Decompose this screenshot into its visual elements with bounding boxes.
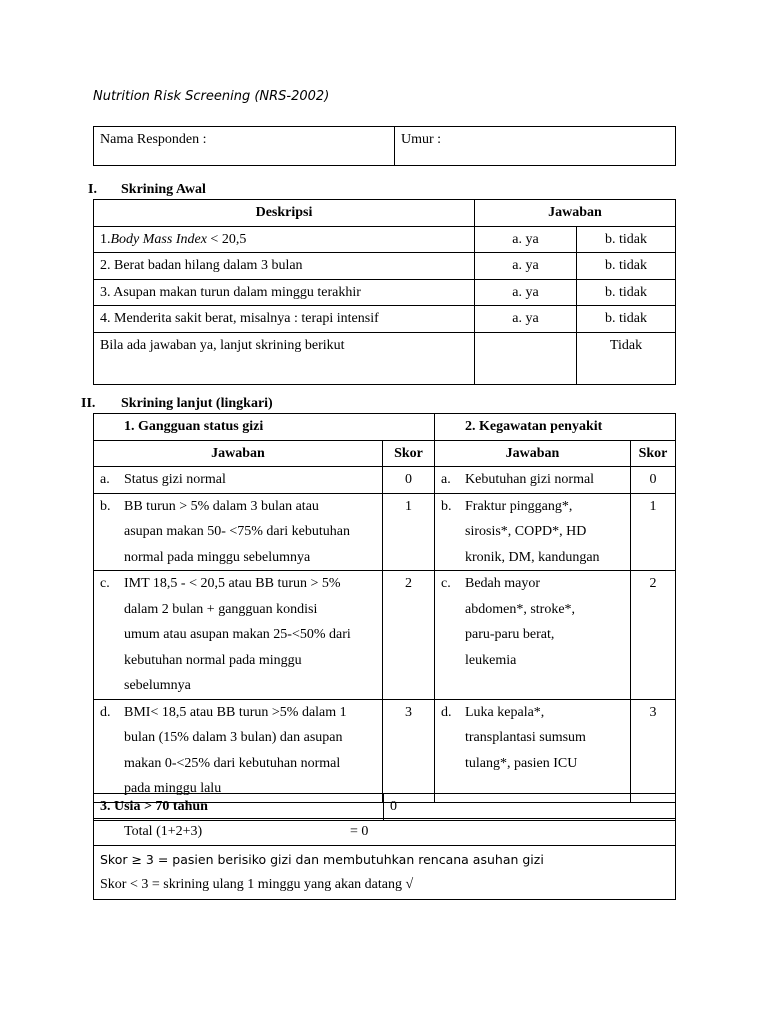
note-answer: Tidak — [577, 332, 676, 384]
column-header-score: Skor — [631, 440, 676, 467]
table-row — [94, 226, 676, 253]
table-row — [94, 571, 676, 700]
nutrition-option-c: c. IMT 18,5 - < 20,5 atau BB turun > 5% dalam 2 bulan + gangguan kondisi umum atau asupan makan 25-<50% dari kebutuhan normal pada minggu sebelumnya — [94, 571, 383, 700]
table-row — [94, 467, 676, 494]
nutrition-option-d: d. BMI< 18,5 atau BB turun >5% dalam 1 bulan (15% dalam 3 bulan) dan asupan makan 0-<25% dari kebutuhan normal pada minggu lalu — [94, 699, 383, 802]
table-row — [94, 279, 676, 306]
section2-number: II. — [81, 396, 96, 411]
document-header: Nutrition Risk Screening (NRS-2002) — [93, 89, 330, 104]
section1-number: I. — [88, 182, 97, 197]
table-row — [94, 493, 676, 571]
score-value: 3 — [383, 699, 435, 802]
score-value: 2 — [383, 571, 435, 700]
answer-no: b. tidak — [577, 253, 676, 280]
score-value: 0 — [383, 467, 435, 494]
disease-option-c: c. Bedah mayor abdomen*, stroke*, paru-paru berat, leukemia — [435, 571, 631, 700]
further-screening-table — [93, 413, 676, 803]
score-value: 1 — [631, 493, 676, 571]
score-rules — [94, 845, 676, 899]
answer-yes: a. ya — [475, 306, 577, 333]
disease-option-d: d. Luka kepala*, transplantasi sumsum tulang*, pasien ICU — [435, 699, 631, 802]
answer-no: b. tidak — [577, 279, 676, 306]
respondent-name-label: Nama Responden : — [94, 127, 395, 166]
column-header-answer: Jawaban — [435, 440, 631, 467]
score-value: 0 — [631, 467, 676, 494]
respondent-table — [93, 126, 676, 166]
disease-option-a: a. Kebutuhan gizi normal — [435, 467, 631, 494]
answer-yes: a. ya — [475, 253, 577, 280]
question-severe-illness: 4. Menderita sakit berat, misalnya : terapi intensif — [94, 306, 475, 333]
score-value: 1 — [383, 493, 435, 571]
continue-note: Bila ada jawaban ya, lanjut skrining berikut — [94, 332, 475, 384]
answer-no: b. tidak — [577, 306, 676, 333]
nutrition-option-b: b. BB turun > 5% dalam 3 bulan atau asupan makan 50- <75% dari kebutuhan normal pada minggu sebelumnya — [94, 493, 383, 571]
table-row — [94, 332, 676, 384]
nutrition-option-a: a. Status gizi normal — [94, 467, 383, 494]
total-table — [93, 818, 676, 900]
age-table — [93, 793, 676, 821]
section1-title: Skrining Awal — [121, 182, 206, 197]
empty-cell — [475, 332, 577, 384]
rule-rescreen: Skor < 3 = skrining ulang 1 minggu yang akan datang √ — [100, 876, 414, 892]
score-value: 2 — [631, 571, 676, 700]
table-row — [94, 699, 676, 802]
age-criterion: 3. Usia > 70 tahun — [94, 794, 384, 821]
respondent-age-label: Umur : — [395, 127, 676, 166]
answer-yes: a. ya — [475, 226, 577, 253]
answer-yes: a. ya — [475, 279, 577, 306]
table-row — [94, 253, 676, 280]
initial-screening-table — [93, 199, 676, 385]
group-nutrition-status: 1. Gangguan status gizi — [94, 414, 435, 441]
total-value: = 0 — [350, 824, 369, 839]
column-header-answer: Jawaban — [94, 440, 383, 467]
question-weight-loss: 2. Berat badan hilang dalam 3 bulan — [94, 253, 475, 280]
answer-no: b. tidak — [577, 226, 676, 253]
score-value: 3 — [631, 699, 676, 802]
column-header-answer: Jawaban — [475, 200, 676, 227]
section2-title: Skrining lanjut (lingkari) — [121, 396, 273, 411]
age-score: 0 — [384, 794, 676, 821]
column-header-score: Skor — [383, 440, 435, 467]
group-disease-severity: 2. Kegawatan penyakit — [435, 414, 676, 441]
question-bmi: 1.Body Mass Index < 20,5 — [94, 226, 475, 253]
rule-at-risk: Skor ≥ 3 = pasien berisiko gizi dan membutuhkan rencana asuhan gizi — [100, 851, 544, 867]
total-row — [94, 819, 676, 846]
column-header-description: Deskripsi — [94, 200, 475, 227]
table-row — [94, 306, 676, 333]
total-label: Total (1+2+3) — [124, 824, 203, 839]
question-intake: 3. Asupan makan turun dalam minggu terakhir — [94, 279, 475, 306]
disease-option-b: b. Fraktur pinggang*, sirosis*, COPD*, HD kronik, DM, kandungan — [435, 493, 631, 571]
